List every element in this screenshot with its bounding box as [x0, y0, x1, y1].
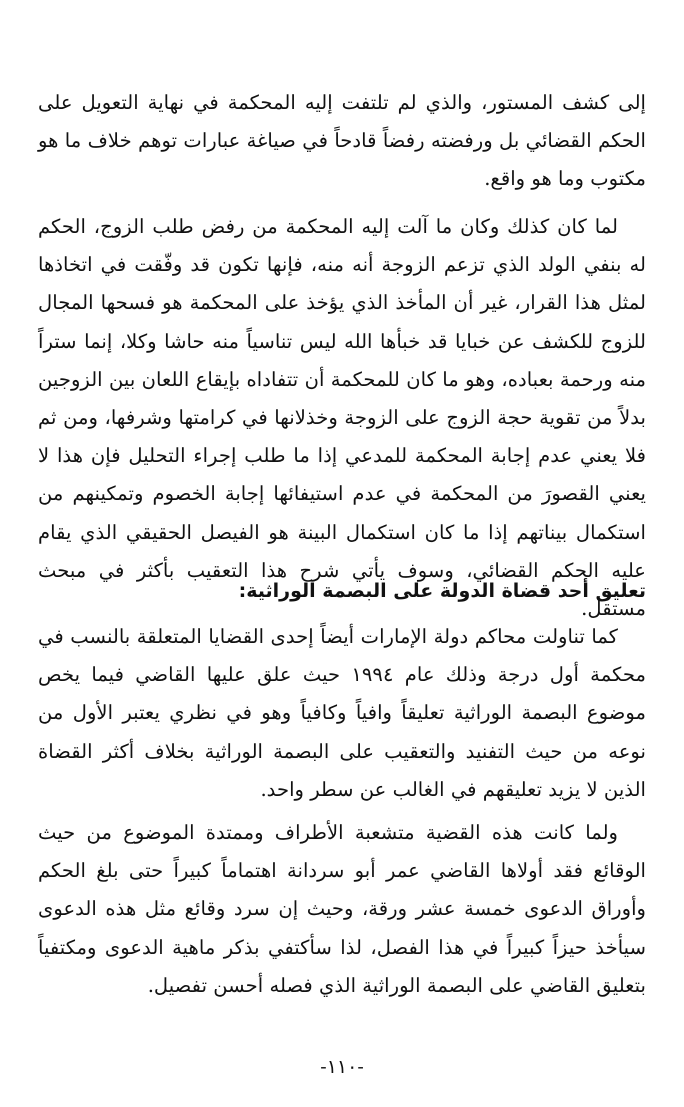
- paragraph-4: ولما كانت هذه القضية متشعبة الأطراف وممتدة الموضوع من حيث الوقائع فقد أولاها القاضي عمر أبو سردانة اهتماماً كبيراً حتى بلغ الحكم وأوراق الدعوى خمسة عشر ورقة، وحيث إن سرد وقائع مثل هذه الدعوى سيأخذ حيزاً كبيراً في هذا الفصل، لذا سأكتفي بذكر ماهية الدعوى ومكتفياً بتعليق القاضي على البصمة الوراثية الذي فصله أحسن تفصيل.: [38, 821, 647, 997]
- section-heading: تعليق أحد قضاة الدولة على البصمة الوراثية:: [238, 580, 646, 602]
- paragraph-3: كما تناولت محاكم دولة الإمارات أيضاً إحدى القضايا المتعلقة بالنسب في محكمة أول درجة وذلك عام ١٩٩٤ حيث علق عليها القاضي فيما يخص موضوع البصمة الوراثية تعليقاً وافياً وكافياً وهو في نظري يعتبر الأول من نوعه من حيث التفنيد والتعقيب على البصمة الوراثية بخلاف أكثر القضاة الذين لا يزيد تعليقهم في الغالب عن سطر واحد.: [38, 625, 646, 801]
- paragraph-2: لما كان كذلك وكان ما آلت إليه المحكمة من رفض طلب الزوج، الحكم له بنفي الولد الذي تزعم الزوجة أنه منه، فإنها تكون قد وفّقت في اتخاذها لمثل هذا القرار، غير أن المأخذ الذي يؤخذ على المحكمة هو فسحها المجال للزوج للكشف عن خبايا قد خبأها الله ليس تناسياً منه حاشا وكلا، إنما ستراً منه ورحمة بعباده، وهو ما كان للمحكمة أن تتفاداه بإيقاع اللعان بين الزوجين بدلاً من تقوية حجة الزوج على الزوجة وخذلانها في كرامتها وشرفها، ومن ثم فلا يعني عدم إجابة المحكمة للمدعي إذا ما طلب إجراء التحليل فإن هذا لا يعني القصورَ من المحكمة في عدم استيفائها إجابة الخصوم وتمكينهم من استكمال بيناتهم إذا ما كان استكمال البينة هو الفيصل الحقيقي الذي يقام عليه الحكم القضائي، وسوف يأتي شرح هذا التعقيب بأكثر في مبحث مستقل.: [38, 215, 646, 621]
- page-number: -١١٠-: [320, 1056, 364, 1078]
- paragraph-1: إلى كشف المستور، والذي لم تلتفت إليه المحكمة في نهاية التعويل على الحكم القضائي بل ورفضته رفضاً قادحاً في صياغة عبارات توهم خلاف ما هو مكتوب وما هو واقع.: [38, 91, 646, 191]
